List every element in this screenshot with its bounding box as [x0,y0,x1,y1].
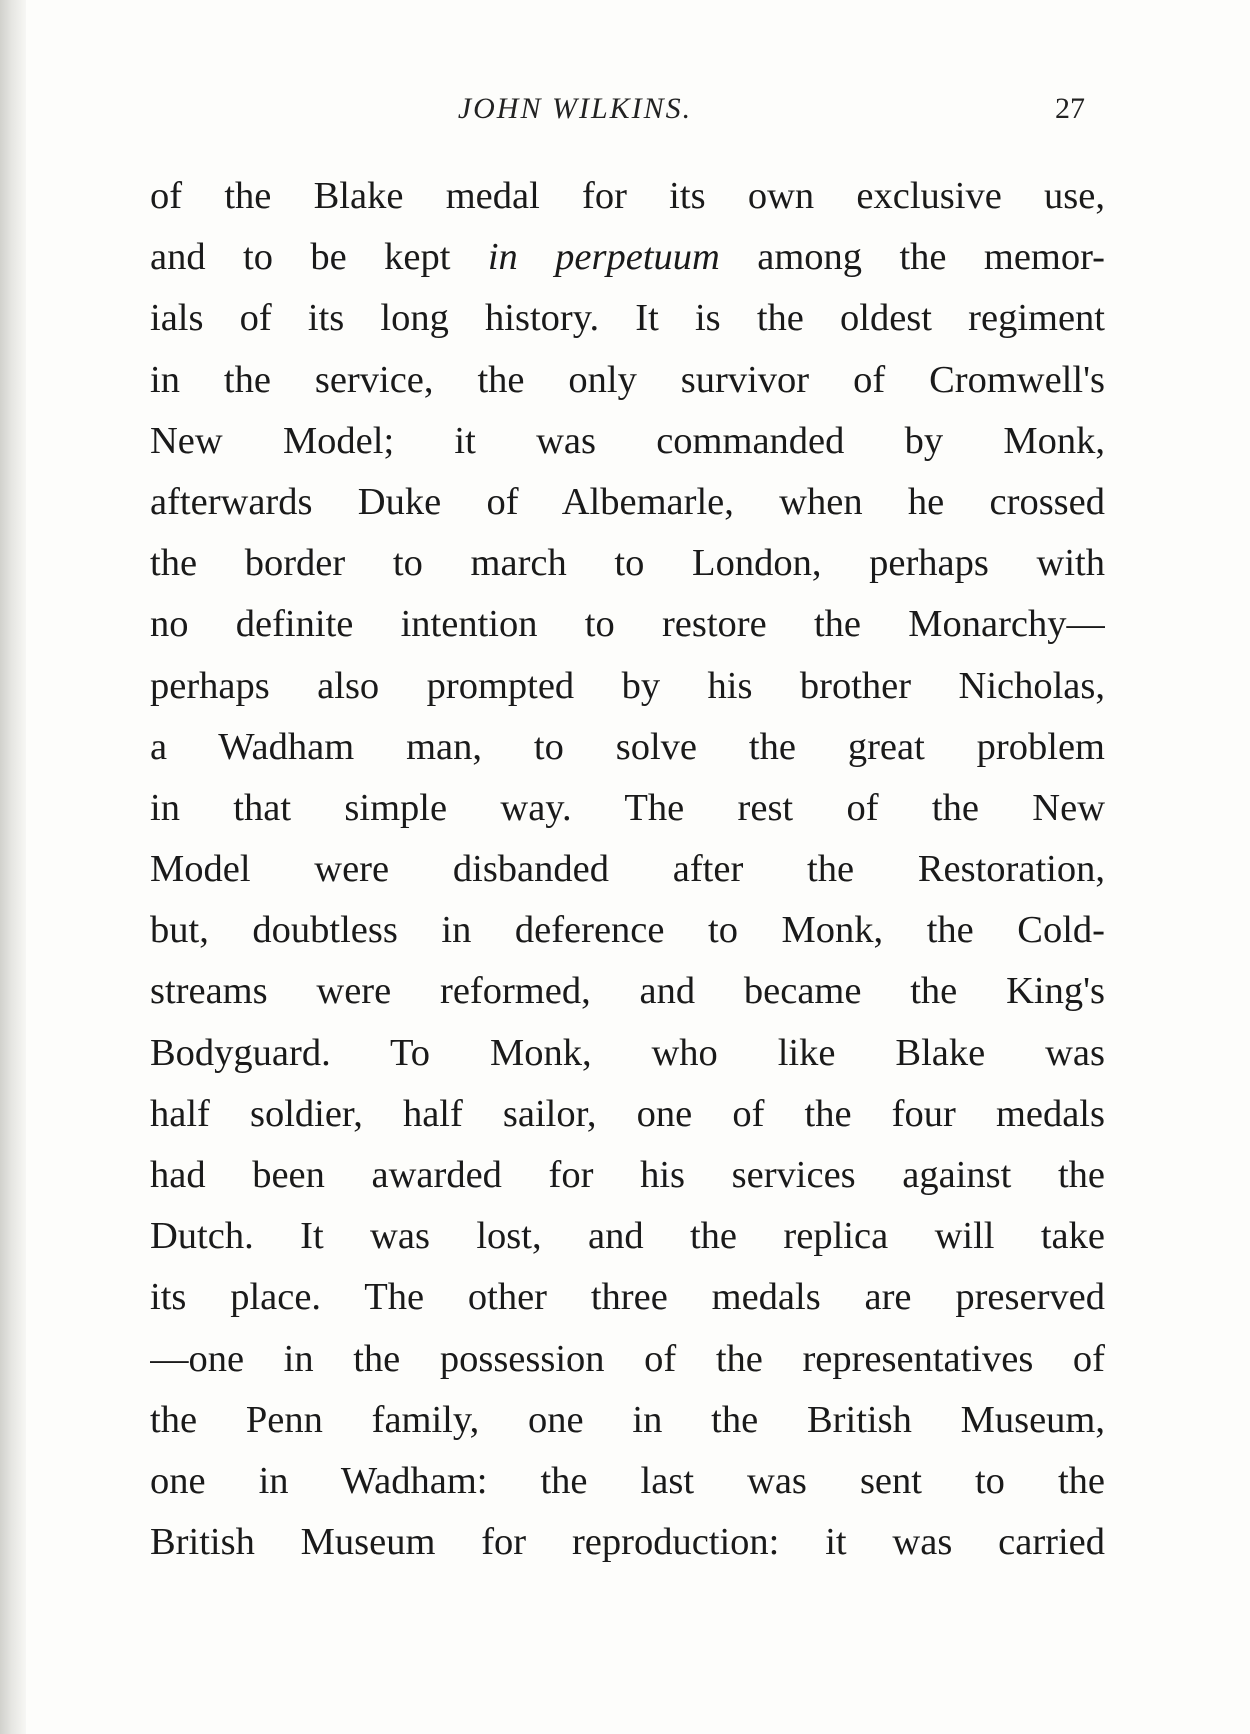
text-line: Model were disbanded after the Restoration, [150,848,1105,891]
running-title: JOHN WILKINS. [457,92,693,125]
text-line: in the service, the only survivor of Cromwell's [150,358,1105,401]
text-line: Dutch. It was lost, and the replica will take [150,1215,1105,1258]
text-line: streams were reformed, and became the King's [150,970,1105,1013]
text-line: perhaps also prompted by his brother Nicholas, [150,664,1105,707]
text-line: the border to march to London, perhaps with [150,542,1105,585]
text-line: British Museum for reproduction: it was carried [150,1521,1105,1564]
text-line [150,227,1105,288]
text-line: no definite intention to restore the Monarchy— [150,603,1105,646]
text-line: the Penn family, one in the British Museum, [150,1398,1105,1441]
text-line: half soldier, half sailor, one of the four medals [150,1092,1105,1135]
text-segment: and to be kept [150,236,488,279]
running-head [0,92,1250,132]
text-line: ials of its long history. It is the oldest regiment [150,297,1105,340]
text-line: New Model; it was commanded by Monk, [150,419,1105,462]
text-line: afterwards Duke of Albemarle, when he crossed [150,480,1105,523]
text-line: had been awarded for his services against the [150,1154,1105,1196]
body-text [150,166,1105,1573]
italic-phrase: in perpetuum [487,236,720,279]
text-line: but, doubtless in deference to Monk, the Cold- [150,909,1105,952]
page-gutter-shadow [0,0,26,1734]
text-line: in that simple way. The rest of the New [150,786,1105,829]
text-line: a Wadham man, to solve the great problem [150,725,1105,768]
text-line: Bodyguard. To Monk, who like Blake was [150,1031,1105,1074]
text-line: of the Blake medal for its own exclusive use, [150,175,1105,217]
page-number: 27 [1055,92,1085,125]
text-segment: among the memor- [719,236,1105,279]
text-line: one in Wadham: the last was sent to the [150,1459,1105,1502]
text-line: —one in the possession of the representatives of [150,1337,1105,1380]
text-line: its place. The other three medals are preserved [150,1276,1105,1319]
